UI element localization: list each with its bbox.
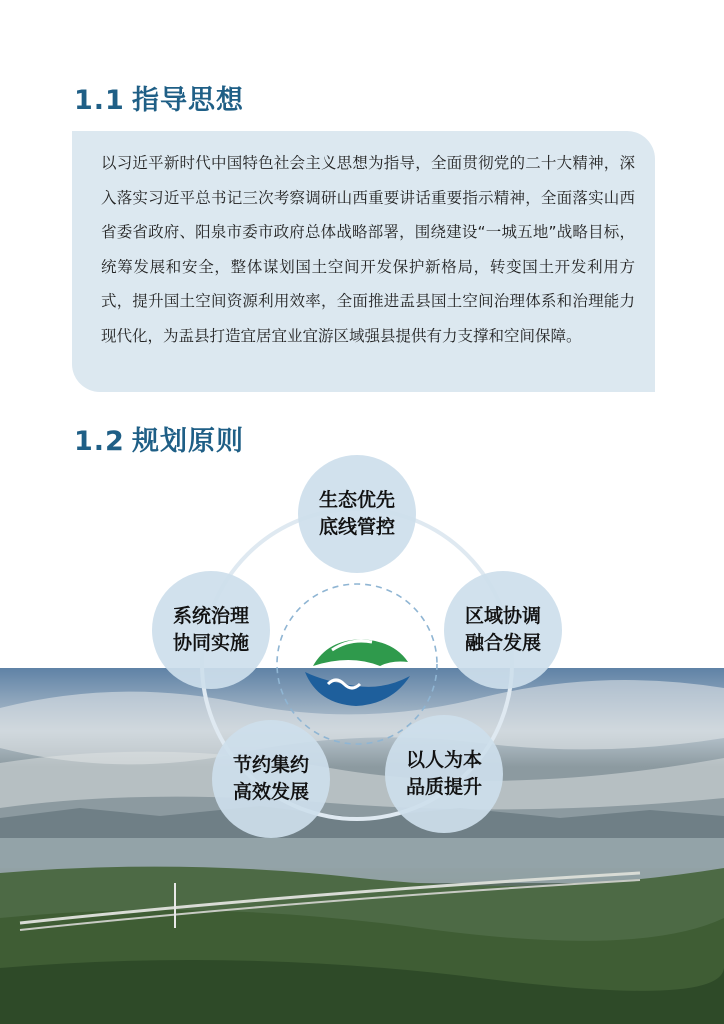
principle-line1: 区域协调: [464, 605, 541, 627]
section-number: 1.2: [74, 426, 125, 457]
principle-line2: 底线管控: [318, 516, 395, 538]
principle-line2: 品质提升: [405, 776, 482, 798]
county-logo-icon: [305, 640, 410, 706]
principle-systematic-governance: [152, 571, 270, 689]
section-heading-1-1: [74, 78, 244, 117]
principle-line2: 高效发展: [232, 781, 309, 803]
principle-regional-coordination: [444, 571, 562, 689]
section-number: 1.1: [74, 85, 125, 116]
section-title: 规划原则: [132, 426, 244, 457]
principle-line1: 以人为本: [405, 749, 482, 771]
section-title: 指导思想: [132, 85, 244, 116]
planning-principles-diagram: [0, 440, 724, 860]
principle-line2: 融合发展: [464, 632, 541, 654]
principle-line2: 协同实施: [172, 632, 249, 654]
principle-line1: 系统治理: [172, 605, 249, 627]
principle-line1: 生态优先: [318, 489, 395, 511]
principle-intensive-efficient: [212, 720, 330, 838]
guiding-ideology-text: 以习近平新时代中国特色社会主义思想为指导，全面贯彻党的二十大精神，深入落实习近平总书记三次考察调研山西重要讲话重要指示精神，全面落实山西省委省政府、阳泉市委市政府总体战略部署，围绕建设“一城五地”战略目标，统筹发展和安全，整体谋划国土空间开发保护新格局，转变国土开发利用方式，提升国土空间资源利用效率，全面推进盂县国土空间治理体系和治理能力现代化，为盂县打造宜居宜业宜游区域强县提供有力支撑和空间保障。: [101, 154, 635, 345]
principle-people-oriented: [385, 715, 503, 833]
principle-ecology-first: [298, 455, 416, 573]
principle-line1: 节约集约: [232, 754, 309, 776]
